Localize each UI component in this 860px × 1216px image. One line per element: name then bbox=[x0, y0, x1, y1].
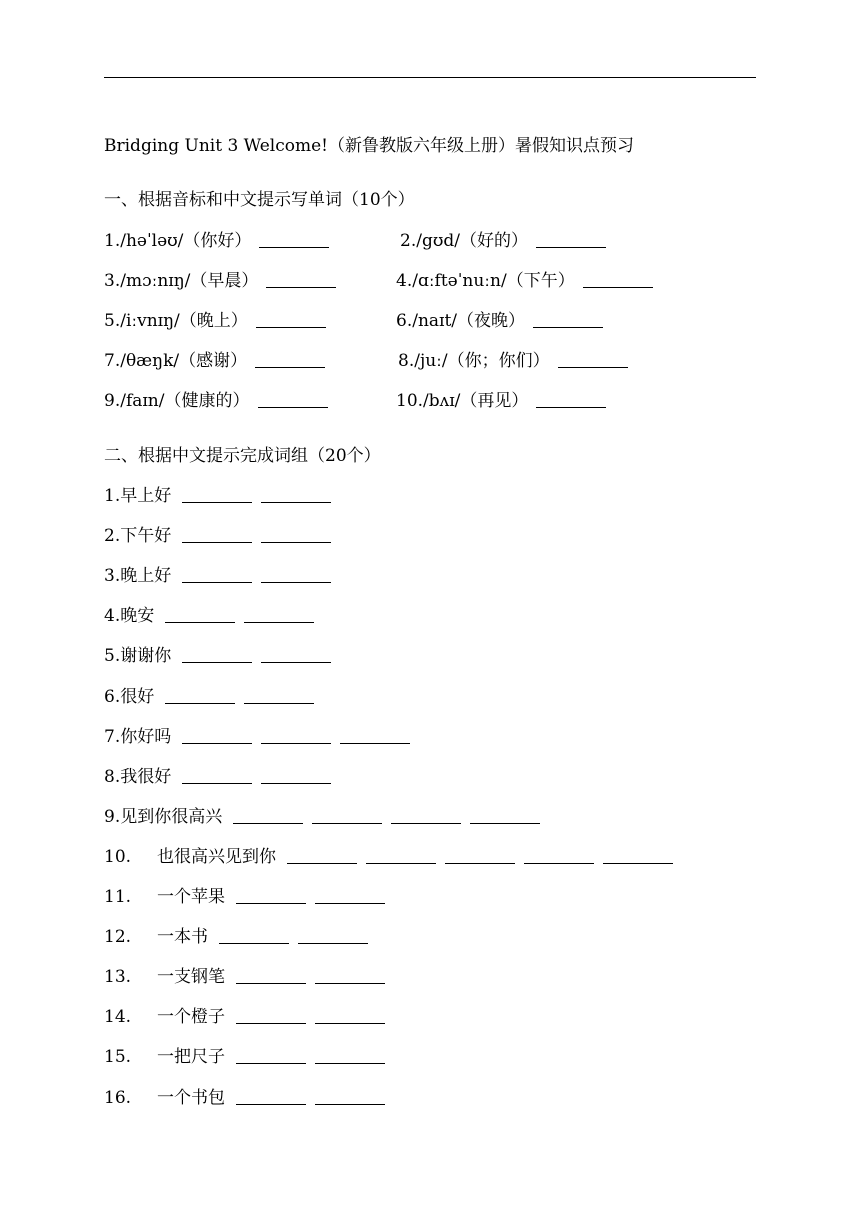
vocab-item bbox=[396, 311, 603, 331]
vocab-prompt: 9./faɪn/（健康的） bbox=[104, 391, 250, 411]
phrase-number: 2. bbox=[104, 526, 121, 547]
answer-blank[interactable] bbox=[583, 286, 653, 288]
answer-blank[interactable] bbox=[182, 782, 252, 784]
answer-blank[interactable] bbox=[366, 862, 436, 864]
answer-blank[interactable] bbox=[255, 366, 325, 368]
phrase-number: 16. bbox=[104, 1087, 132, 1108]
phrase-prompt: 我很好 bbox=[120, 766, 172, 787]
answer-blank[interactable] bbox=[312, 822, 382, 824]
answer-blank[interactable] bbox=[536, 246, 606, 248]
answer-blank[interactable] bbox=[182, 581, 252, 583]
phrase-prompt: 早上好 bbox=[120, 486, 172, 506]
answer-blank[interactable] bbox=[236, 982, 306, 984]
vocab-prompt: 3./mɔːnɪŋ/（早晨） bbox=[104, 271, 259, 291]
phrase-item bbox=[104, 967, 385, 987]
vocab-item bbox=[396, 271, 653, 291]
phrase-number: 4. bbox=[104, 606, 121, 627]
answer-blank[interactable] bbox=[315, 1103, 385, 1105]
phrase-number: 13. bbox=[104, 967, 132, 988]
phrase-item bbox=[104, 526, 331, 546]
phrase-number: 10. bbox=[104, 846, 132, 867]
phrase-item bbox=[104, 687, 314, 707]
answer-blank[interactable] bbox=[391, 822, 461, 824]
phrase-item bbox=[104, 927, 368, 947]
phrase-prompt: 下午好 bbox=[120, 526, 172, 547]
answer-blank[interactable] bbox=[259, 246, 329, 248]
phrase-item bbox=[104, 1007, 385, 1027]
phrase-number: 5. bbox=[104, 646, 121, 667]
phrase-number: 8. bbox=[104, 766, 121, 787]
answer-blank[interactable] bbox=[470, 822, 540, 824]
answer-blank[interactable] bbox=[182, 501, 252, 503]
phrase-prompt: 一把尺子 bbox=[157, 1047, 225, 1068]
phrase-number: 12. bbox=[104, 927, 132, 948]
answer-blank[interactable] bbox=[603, 862, 673, 864]
answer-blank[interactable] bbox=[244, 702, 314, 704]
phrase-number: 15. bbox=[104, 1047, 132, 1068]
phrase-prompt: 一个书包 bbox=[157, 1087, 225, 1108]
phrase-prompt: 见到你很高兴 bbox=[120, 806, 223, 827]
answer-blank[interactable] bbox=[261, 541, 331, 543]
phrase-prompt: 一个苹果 bbox=[157, 887, 225, 907]
vocab-item bbox=[104, 311, 326, 331]
phrase-prompt: 也很高兴见到你 bbox=[157, 846, 276, 867]
phrase-item bbox=[104, 566, 331, 586]
vocab-item bbox=[104, 351, 325, 371]
answer-blank[interactable] bbox=[165, 702, 235, 704]
vocab-item bbox=[104, 231, 329, 251]
phrase-item bbox=[104, 486, 331, 506]
answer-blank[interactable] bbox=[261, 661, 331, 663]
answer-blank[interactable] bbox=[315, 902, 385, 904]
vocab-prompt: 5./iːvnɪŋ/（晚上） bbox=[104, 311, 248, 331]
answer-blank[interactable] bbox=[182, 742, 252, 744]
phrase-prompt: 一支钢笔 bbox=[157, 967, 225, 988]
answer-blank[interactable] bbox=[261, 581, 331, 583]
answer-blank[interactable] bbox=[236, 1062, 306, 1064]
answer-blank[interactable] bbox=[219, 942, 289, 944]
vocab-prompt: 1./həˈləʊ/（你好） bbox=[104, 231, 252, 251]
answer-blank[interactable] bbox=[182, 661, 252, 663]
vocab-item bbox=[396, 391, 606, 411]
answer-blank[interactable] bbox=[261, 782, 331, 784]
vocab-prompt: 4./ɑːftəˈnuːn/（下午） bbox=[396, 271, 575, 291]
phrase-item bbox=[104, 1088, 385, 1108]
phrase-prompt: 你好吗 bbox=[120, 726, 172, 747]
phrase-item bbox=[104, 606, 314, 626]
phrase-item bbox=[104, 847, 673, 867]
page-title: Bridging Unit 3 Welcome!（新鲁教版六年级上册）暑假知识点预习 bbox=[104, 136, 635, 156]
phrase-prompt: 很好 bbox=[120, 686, 155, 707]
answer-blank[interactable] bbox=[558, 366, 628, 368]
vocab-item bbox=[400, 231, 606, 251]
answer-blank[interactable] bbox=[298, 942, 368, 944]
answer-blank[interactable] bbox=[524, 862, 594, 864]
vocab-prompt: 7./θæŋk/（感谢） bbox=[104, 351, 248, 371]
phrase-number: 9. bbox=[104, 806, 121, 827]
vocab-item bbox=[398, 351, 628, 371]
answer-blank[interactable] bbox=[315, 1062, 385, 1064]
phrase-item bbox=[104, 807, 540, 827]
vocab-item bbox=[104, 271, 336, 291]
phrase-prompt: 晚上好 bbox=[120, 566, 172, 587]
vocab-item bbox=[104, 391, 328, 411]
answer-blank[interactable] bbox=[256, 326, 326, 328]
phrase-item bbox=[104, 1047, 385, 1067]
answer-blank[interactable] bbox=[536, 406, 606, 408]
answer-blank[interactable] bbox=[287, 862, 357, 864]
phrase-prompt: 晚安 bbox=[120, 606, 155, 627]
phrase-number: 1. bbox=[104, 486, 121, 506]
phrase-number: 14. bbox=[104, 1007, 132, 1028]
answer-blank[interactable] bbox=[182, 541, 252, 543]
answer-blank[interactable] bbox=[340, 742, 410, 744]
phrase-number: 3. bbox=[104, 566, 121, 587]
phrase-prompt: 一个橙子 bbox=[157, 1007, 225, 1028]
phrase-item bbox=[104, 887, 385, 907]
answer-blank[interactable] bbox=[233, 822, 303, 824]
answer-blank[interactable] bbox=[244, 621, 314, 623]
header-rule bbox=[104, 77, 756, 78]
answer-blank[interactable] bbox=[315, 1022, 385, 1024]
vocab-prompt: 2./gʊd/（好的） bbox=[400, 231, 528, 251]
phrase-item bbox=[104, 727, 410, 747]
phrase-prompt: 一本书 bbox=[157, 927, 208, 948]
answer-blank[interactable] bbox=[315, 982, 385, 984]
phrase-prompt: 谢谢你 bbox=[120, 646, 172, 667]
answer-blank[interactable] bbox=[165, 621, 235, 623]
section1-heading: 一、根据音标和中文提示写单词（10个） bbox=[104, 190, 415, 210]
answer-blank[interactable] bbox=[236, 1022, 306, 1024]
vocab-prompt: 8./juː/（你；你们） bbox=[398, 351, 550, 371]
answer-blank[interactable] bbox=[236, 1103, 306, 1105]
answer-blank[interactable] bbox=[266, 286, 336, 288]
phrase-item bbox=[104, 646, 331, 666]
phrase-item bbox=[104, 767, 331, 787]
answer-blank[interactable] bbox=[236, 902, 306, 904]
phrase-number: 6. bbox=[104, 686, 121, 707]
answer-blank[interactable] bbox=[258, 406, 328, 408]
section2-heading: 二、根据中文提示完成词组（20个） bbox=[104, 446, 381, 466]
phrase-number: 7. bbox=[104, 726, 121, 747]
answer-blank[interactable] bbox=[261, 742, 331, 744]
answer-blank[interactable] bbox=[445, 862, 515, 864]
vocab-prompt: 6./naɪt/（夜晚） bbox=[396, 311, 526, 331]
answer-blank[interactable] bbox=[533, 326, 603, 328]
answer-blank[interactable] bbox=[261, 501, 331, 503]
phrase-number: 11. bbox=[104, 887, 132, 907]
vocab-prompt: 10./bʌɪ/（再见） bbox=[396, 391, 529, 411]
